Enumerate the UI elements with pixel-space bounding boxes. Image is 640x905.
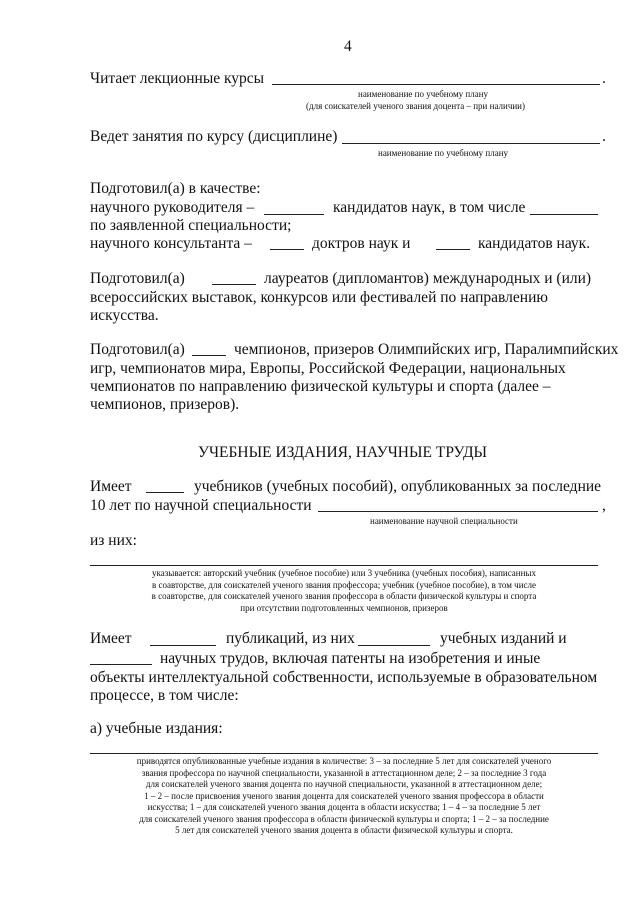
classes-label: Ведет занятия по курсу (дисциплине) — [90, 128, 338, 145]
textbooks-end: , — [602, 497, 606, 514]
champions-prefix: Подготовил(а) — [90, 341, 185, 358]
educational-publications-label: а) учебные издания: — [90, 720, 223, 737]
consultant-count-field[interactable] — [270, 249, 304, 250]
candidates-incl-field[interactable] — [530, 214, 598, 215]
champions-line3: чемпионатов по направлению физической культуры и спорта (далее – — [90, 378, 551, 395]
textbooks-line2: 10 лет по научной специальности — [90, 497, 312, 514]
scientific-count-field[interactable] — [90, 664, 152, 665]
educational-count-field[interactable] — [358, 645, 430, 646]
laureates-line2: всероссийских выставок, конкурсов или фестивалей по направлению — [90, 289, 548, 306]
supervisor-count-field[interactable] — [264, 214, 324, 215]
classes-field[interactable] — [342, 143, 600, 144]
candidates-label: кандидатов наук. — [478, 235, 591, 252]
publications-mid: публикаций, из них — [226, 630, 355, 647]
textbooks-note-line: указывается: авторский учебник (учебное пособие) или 3 учебника (учебных пособия), написанных — [152, 568, 536, 578]
doctors-label: доктров наук и — [312, 235, 411, 252]
lectures-end: . — [602, 70, 606, 87]
laureates-rest: лауреатов (дипломантов) международных и (или) — [264, 270, 592, 287]
publications-line3: объекты интеллектуальной собственности, используемые в образовательном — [90, 669, 598, 686]
textbooks-rest: учебников (учебных пособий), опубликованных за последние — [194, 478, 602, 495]
classes-end: . — [602, 128, 606, 145]
textbooks-hint: наименование научной специальности — [370, 516, 518, 526]
section-title: УЧЕБНЫЕ ИЗДАНИЯ, НАУЧНЫЕ ТРУДЫ — [198, 444, 488, 461]
textbooks-note-line: в соавторстве, для соискателей ученого звания профессора; учебник (учебное пособие), в том числе — [151, 579, 536, 590]
publications-note-line: приводятся опубликованные учебные издания в количестве: 3 – за последние 5 лет для соискателей ученого — [136, 756, 552, 766]
champions-line2: игр, чемпионатов мира, Европы, Российской Федерации, национальных — [90, 360, 566, 377]
consultant-label: научного консультанта – — [90, 235, 252, 252]
lectures-label: Читает лекционные курсы — [90, 70, 265, 87]
publications-note-line: для соискателей ученого звания доцента по научной специальности, указанной в аттестационном деле; — [145, 779, 543, 789]
textbooks-has: Имеет — [90, 478, 132, 495]
textbooks-count-field[interactable] — [146, 492, 184, 493]
publications-count-field[interactable] — [150, 645, 216, 646]
of-them-field[interactable] — [90, 565, 598, 566]
champions-line4: чемпионов, призеров). — [90, 396, 240, 413]
publications-line4: процессе, в том числе: — [90, 687, 239, 704]
publications-end: учебных изданий и — [440, 630, 567, 647]
textbooks-note — [90, 568, 598, 614]
publications-note-line: звания профессора по научной специальности, указанной в аттестационном деле; 2 – за последние 3 года — [141, 767, 547, 778]
publications-note-line: искусства; 1 – для соискателей ученого звания доцента в области искусства; 1 – 4 – за последние 5 лет — [147, 802, 541, 812]
textbooks-note-line: при отсутствии подготовленных чемпионов, призеров — [240, 602, 448, 613]
publications-note — [76, 756, 612, 837]
educational-publications-field[interactable] — [90, 753, 598, 754]
supervisor-label: научного руководителя – — [90, 199, 255, 216]
doctors-count-field[interactable] — [436, 249, 470, 250]
by-specialty-label: по заявленной специальности; — [90, 217, 292, 234]
page-number: 4 — [344, 38, 352, 55]
laureates-line3: искусства. — [90, 307, 159, 324]
lectures-hint-1: наименование по учебному плану — [358, 89, 489, 99]
publications-note-line: 5 лет для соискателей ученого звания доцента в области физической культуры и спорта. — [175, 825, 513, 835]
classes-hint: наименование по учебному плану — [378, 148, 509, 158]
laureates-prefix: Подготовил(а) — [90, 270, 185, 287]
candidates-incl-label: кандидатов наук, в том числе — [333, 199, 526, 216]
publications-note-line: 1 – 2 – после присвоения ученого звания доцента для соискателей ученого звания профессора в области — [144, 790, 544, 801]
prepared-heading: Подготовил(а) в качестве: — [90, 180, 261, 197]
textbooks-note-line: в соавторстве, для соискателей ученого звания профессора в области физической культуры и спорта — [151, 591, 537, 601]
publications-line2: научных трудов, включая патенты на изобретения и иные — [160, 650, 541, 667]
publications-has: Имеет — [90, 630, 132, 647]
champions-count-field[interactable] — [192, 355, 226, 356]
publications-note-line: для соискателей ученого звания профессора в области физической культуры и спорта; 1 – 2 – за последние — [139, 813, 549, 824]
laureates-count-field[interactable] — [212, 284, 256, 285]
lectures-field[interactable] — [272, 84, 600, 85]
champions-rest: чемпионов, призеров Олимпийских игр, Паралимпийских — [234, 341, 619, 358]
lectures-hint-2: (для соискателей ученого звания доцента – при наличии) — [306, 101, 525, 111]
textbooks-specialty-field[interactable] — [318, 511, 598, 512]
of-them-label: из них: — [90, 532, 137, 549]
